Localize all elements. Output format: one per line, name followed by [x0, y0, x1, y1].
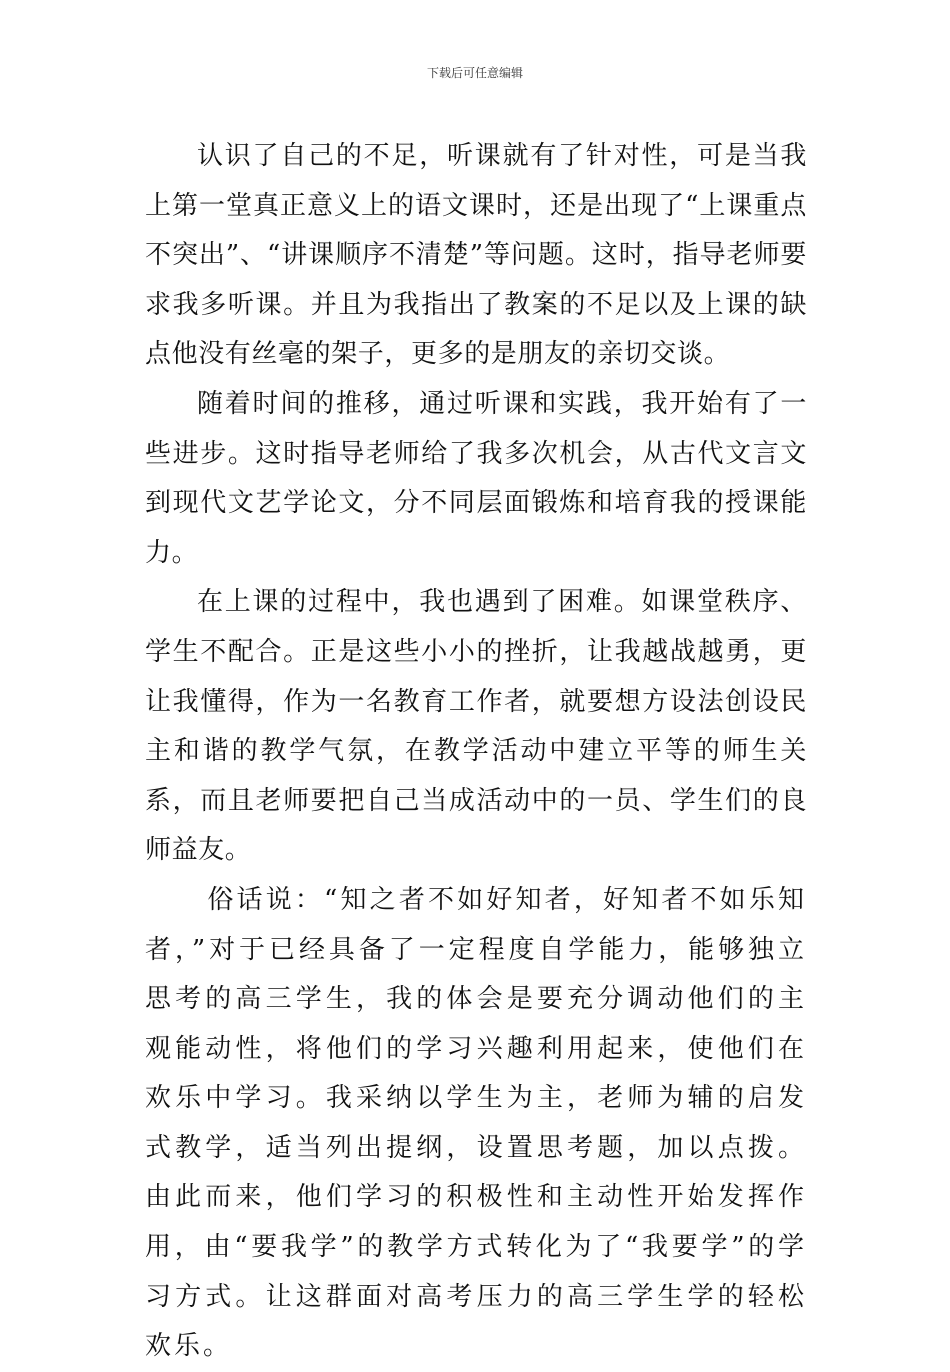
document-body: [145, 132, 807, 1372]
paragraph-3: 在上课的过程中，我也遇到了困难。如课堂秩序、学生不配合。正是这些小小的挫折，让我越战越勇，更让我懂得，作为一名教育工作者，就要想方设法创设民主和谐的教学气氛，在教学活动中建立平等的师生关系，而且老师要把自己当成活动中的一员、学生们的良师益友。: [145, 587, 807, 866]
header-note: 下载后可任意编辑: [426, 66, 523, 80]
paragraph-1: 认识了自己的不足，听课就有了针对性，可是当我上第一堂真正意义上的语文课时，还是出现了“上课重点不突出”、“讲课顺序不清楚”等问题。这时，指导老师要求我多听课。并且为我指出了教案的不足以及上课的缺点他没有丝毫的架子，更多的是朋友的亲切交谈。: [145, 141, 807, 370]
paragraph-2: 随着时间的推移，通过听课和实践，我开始有了一些进步。这时指导老师给了我多次机会，从古代文言文到现代文艺学论文，分不同层面锻炼和培育我的授课能力。: [145, 388, 807, 568]
paragraph-4: 俗话说：“知之者不如好知者，好知者不如乐知者，”对于已经具备了一定程度自学能力，能够独立思考的高三学生，我的体会是要充分调动他们的主观能动性，将他们的学习兴趣利用起来，使他们在欢乐中学习。我采纳以学生为主，老师为辅的启发式教学，适当列出提纲，设置思考题，加以点拨。由此而来，他们学习的积极性和主动性开始发挥作用，由“要我学”的教学方式转化为了“我要学”的学习方式。让这群面对高考压力的高三学生学的轻松欢乐。: [145, 884, 807, 1362]
